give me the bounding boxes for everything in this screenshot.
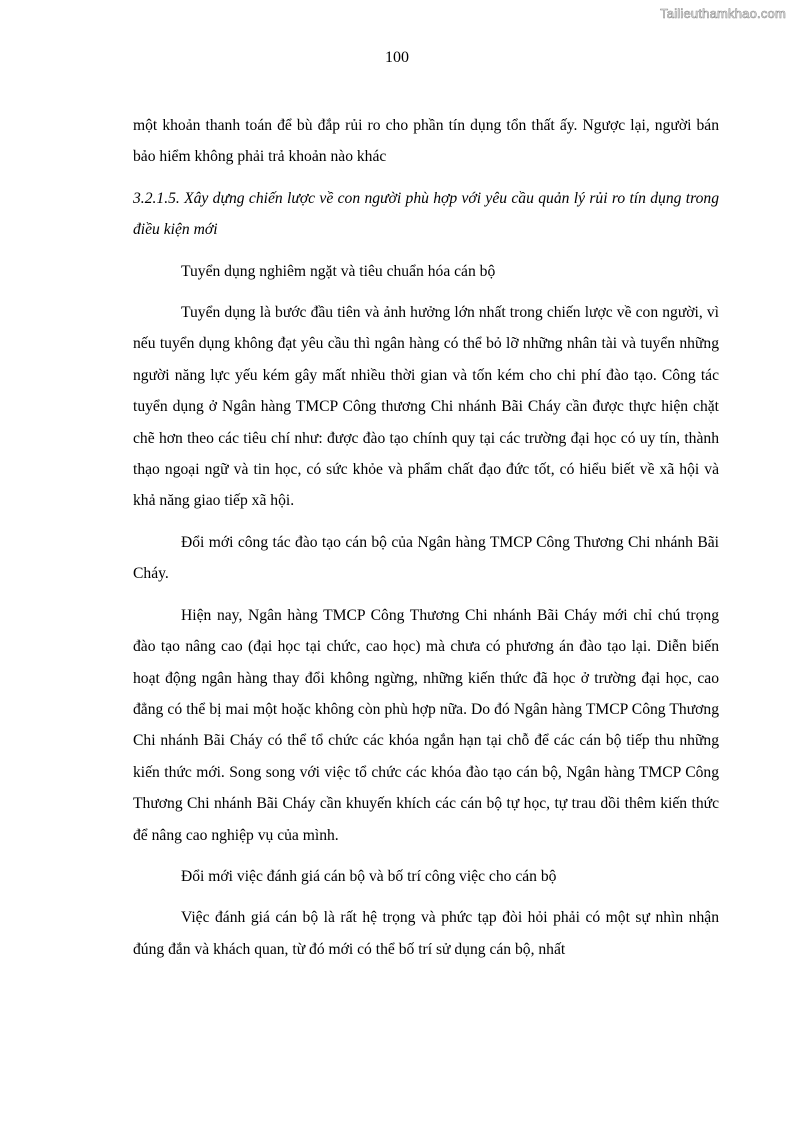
subheading-recruitment: Tuyển dụng nghiêm ngặt và tiêu chuẩn hóa cán bộ xyxy=(181,262,496,280)
paragraph-continuation: một khoản thanh toán để bù đắp rủi ro cho phần tín dụng tổn thất ấy. Ngược lại, người bán bảo hiểm không phải trả khoản nào khác xyxy=(133,117,719,166)
paragraph-evaluation: Việc đánh giá cán bộ là rất hệ trọng và phức tạp đòi hỏi phải có một sự nhìn nhận đúng đắn và khách quan, từ đó mới có thể bố trí sử dụng cán bộ, nhất xyxy=(133,909,719,958)
subheading-training: Đổi mới công tác đào tạo cán bộ của Ngân hàng TMCP Công Thương Chi nhánh Bãi Cháy. xyxy=(133,533,719,583)
document-body xyxy=(133,110,719,969)
subheading-evaluation: Đổi mới việc đánh giá cán bộ và bố trí công việc cho cán bộ xyxy=(181,867,557,885)
paragraph-training: Hiện nay, Ngân hàng TMCP Công Thương Chi nhánh Bãi Cháy mới chỉ chú trọng đào tạo nâng cao (đại học tại chức, cao học) mà chưa có phương án đào tạo lại. Diễn biến hoạt động ngân hàng thay đổi không ngừng, những kiến thức đã học ở trường đại học, cao đẳng có thể bị mai một hoặc không còn phù hợp nữa. Do đó Ngân hàng TMCP Công Thương Chi nhánh Bãi Cháy có thể tổ chức các khóa ngắn hạn tại chỗ để các cán bộ tiếp thu những kiến thức mới. Song song với việc tổ chức các khóa đào tạo cán bộ, Ngân hàng TMCP Công Thương Chi nhánh Bãi Cháy cần khuyến khích các cán bộ tự học, tự trau dồi thêm kiến thức để nâng cao nghiệp vụ của mình. xyxy=(133,606,719,844)
paragraph-recruitment: Tuyển dụng là bước đầu tiên và ảnh hưởng lớn nhất trong chiến lược về con người, vì nếu tuyển dụng không đạt yêu cầu thì ngân hàng có thể bỏ lỡ những nhân tài và tuyển những người năng lực yếu kém gây mất nhiều thời gian và tốn kém cho chi phí đào tạo. Công tác tuyển dụng ở Ngân hàng TMCP Công thương Chi nhánh Bãi Cháy cần được thực hiện chặt chẽ hơn theo các tiêu chí như: được đào tạo chính quy tại các trường đại học có uy tín, thành thạo ngoại ngữ và tin học, có sức khỏe và phẩm chất đạo đức tốt, có hiểu biết về xã hội và khả năng giao tiếp xã hội. xyxy=(133,304,719,510)
section-heading: 3.2.1.5. Xây dựng chiến lược về con người phù hợp với yêu cầu quản lý rủi ro tín dụng trong điều kiện mới xyxy=(133,189,719,239)
page-number: 100 xyxy=(385,49,409,66)
watermark-text: Tailieuthamkhao.com xyxy=(660,6,786,21)
